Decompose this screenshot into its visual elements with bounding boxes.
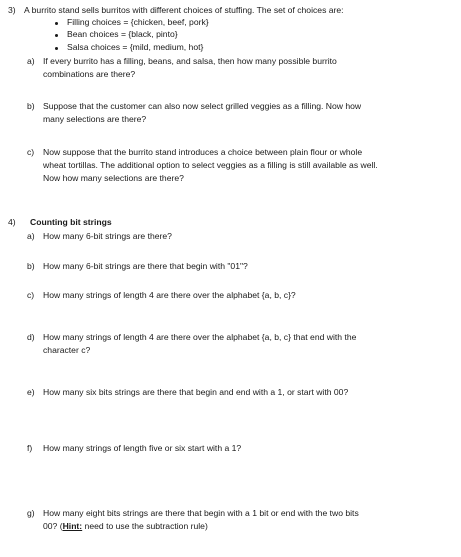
q3b-label: b): [27, 101, 35, 111]
q3-number: 3): [8, 5, 16, 15]
q4g-line2-pre: 00? (: [43, 521, 63, 531]
q4c-label: c): [27, 290, 35, 300]
q4g-line1: How many eight bits strings are there that begin with a 1 bit or end with the two bits: [43, 508, 359, 518]
q3a-label: a): [27, 56, 35, 66]
q3a-line1: If every burrito has a filling, beans, and salsa, then how many possible burrito: [43, 56, 337, 66]
q3c-line2: wheat tortillas. The additional option to select veggies as a filling is still available as well.: [43, 160, 378, 170]
q3-intro: A burrito stand sells burritos with different choices of stuffing. The set of choices are:: [24, 5, 344, 15]
q4f-text: How many strings of length five or six start with a 1?: [43, 443, 242, 453]
q4b-label: b): [27, 261, 35, 271]
q3-choice-bean: Bean choices = {black, pinto}: [67, 29, 178, 39]
q4g-line2-post: need to use the subtraction rule): [82, 521, 208, 531]
q4d-label: d): [27, 332, 35, 342]
q4g-line2: [43, 521, 208, 532]
bullet-icon: [55, 34, 58, 37]
q4g-hint: Hint:: [62, 521, 83, 531]
q3-choice-salsa: Salsa choices = {mild, medium, hot}: [67, 42, 204, 52]
q3a-line2: combinations are there?: [43, 69, 136, 79]
q4e-text: How many six bits strings are there that begin and end with a 1, or start with 00?: [43, 387, 349, 397]
q3b-line2: many selections are there?: [43, 114, 147, 124]
q3b-line1: Suppose that the customer can also now select grilled veggies as a filling. Now how: [43, 101, 362, 111]
q4-number: 4): [8, 217, 16, 227]
q4c-text: How many strings of length 4 are there over the alphabet {a, b, c}?: [43, 290, 296, 300]
q4g-label: g): [27, 508, 35, 518]
q4a-label: a): [27, 231, 35, 241]
q4b-text: How many 6-bit strings are there that begin with "01"?: [43, 261, 248, 271]
bullet-icon: [55, 22, 58, 25]
q4-title: Counting bit strings: [30, 217, 112, 227]
q4e-label: e): [27, 387, 35, 397]
q4f-label: f): [27, 443, 33, 453]
q4a-text: How many 6-bit strings are there?: [43, 231, 172, 241]
q3c-line1: Now suppose that the burrito stand introduces a choice between plain flour or whole: [43, 147, 363, 157]
q3c-label: c): [27, 147, 35, 157]
q4d-line1: How many strings of length 4 are there over the alphabet {a, b, c} that end with the: [43, 332, 357, 342]
bullet-icon: [55, 47, 58, 50]
q4d-line2: character c?: [43, 345, 91, 355]
q3c-line3: Now how many selections are there?: [43, 173, 184, 183]
q3-choice-filling: Filling choices = {chicken, beef, pork}: [67, 17, 209, 27]
